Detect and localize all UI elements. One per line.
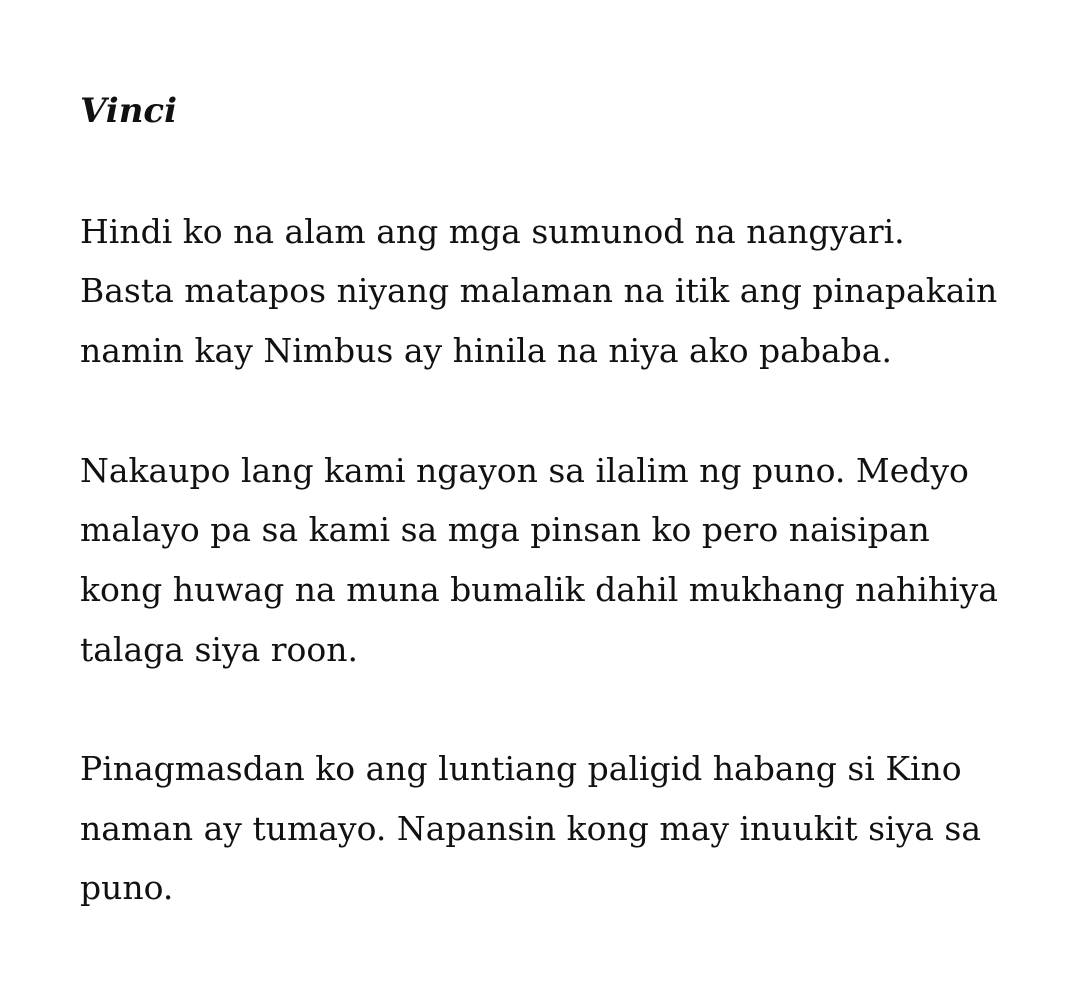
story-paragraph-3: Pinagmasdan ko ang luntiang paligid habang si Kino naman ay tumayo. Napansin kong may inuukit siya sa puno. — [80, 749, 982, 908]
story-paragraph-1: Hindi ko na alam ang mga sumunod na nangyari. Basta matapos niyang malaman na itik ang pinapakain namin kay Nimbus ay hinila na niya ako pababa. — [80, 211, 998, 371]
story-paragraph-2: Nakaupo lang kami ngayon sa ilalim ng puno. Medyo malayo pa sa kami sa mga pinsan ko pero naisipan kong huwag na muna bumalik dahil mukhang nahihiya talaga siya roon. — [80, 450, 998, 669]
chapter-pov-heading: Vinci — [80, 91, 178, 131]
story-reader — [80, 82, 1000, 918]
